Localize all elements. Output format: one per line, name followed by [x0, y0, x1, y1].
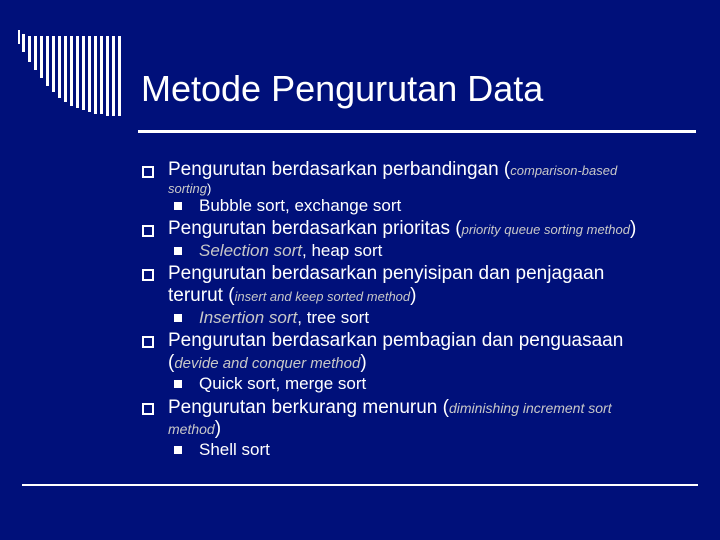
bullet-item-4-line-2: (devide and conquer method): [168, 352, 367, 373]
filled-square-bullet-icon: [174, 247, 182, 255]
hollow-square-bullet-icon: [142, 336, 154, 348]
filled-square-bullet-icon: [174, 202, 182, 210]
hollow-square-bullet-icon: [142, 166, 154, 178]
sub-item-3: Insertion sort, tree sort: [199, 308, 370, 327]
sub-item-1: Bubble sort, exchange sort: [199, 196, 402, 215]
hollow-square-bullet-icon: [142, 225, 154, 237]
filled-square-bullet-icon: [174, 380, 182, 388]
footer-rule: [22, 484, 698, 486]
filled-square-bullet-icon: [174, 446, 182, 454]
bullet-item-5-line-1: Pengurutan berkurang menurun (diminishing increment sort: [168, 397, 612, 418]
hollow-square-bullet-icon: [142, 269, 154, 281]
slide-title: Metode Pengurutan Data: [141, 68, 544, 109]
bullet-item-1-line-2: sorting): [168, 181, 212, 196]
bullet-item-4-line-1: Pengurutan berdasarkan pembagian dan penguasaan: [168, 330, 624, 351]
sub-item-4: Quick sort, merge sort: [199, 374, 367, 393]
bullet-item-3-line-2: terurut (insert and keep sorted method): [168, 285, 417, 306]
hollow-square-bullet-icon: [142, 403, 154, 415]
sub-item-2: Selection sort, heap sort: [199, 241, 383, 260]
filled-square-bullet-icon: [174, 314, 182, 322]
bullet-item-2-line-1: Pengurutan berdasarkan prioritas (priority queue sorting method): [168, 218, 637, 239]
sub-item-5: Shell sort: [199, 440, 270, 459]
bullet-item-1-line-1: Pengurutan berdasarkan perbandingan (comparison-based: [168, 159, 618, 180]
bullet-item-3-line-1: Pengurutan berdasarkan penyisipan dan penjagaan: [168, 263, 605, 284]
bullet-item-5-line-2: method): [168, 418, 222, 439]
